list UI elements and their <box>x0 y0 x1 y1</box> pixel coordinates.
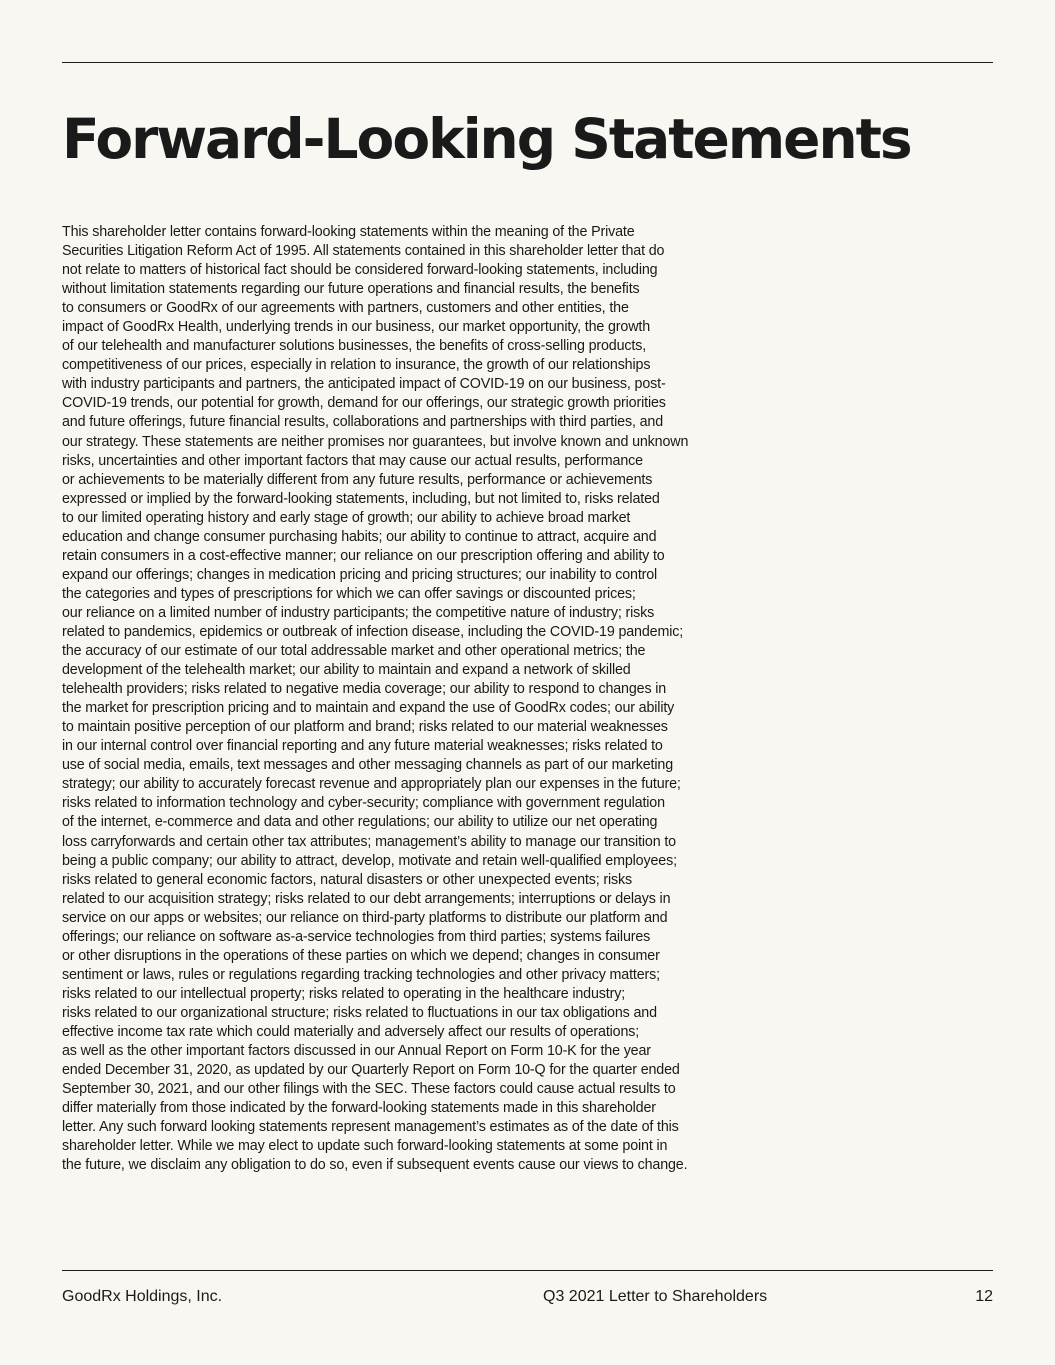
body-line: September 30, 2021, and our other filings with the SEC. These factors could cause actual results to <box>62 1081 676 1098</box>
body-line: risks related to general economic factors, natural disasters or other unexpected events; risks <box>62 871 632 888</box>
body-line: telehealth providers; risks related to negative media coverage; our ability to respond to changes in <box>62 681 667 698</box>
body-line: COVID-19 trends, our potential for growth, demand for our offerings, our strategic growth priorities <box>62 395 666 412</box>
body-line: and future offerings, future financial results, collaborations and partnerships with third parties, and <box>62 414 663 431</box>
body-line: effective income tax rate which could materially and adversely affect our results of operations; <box>62 1023 640 1040</box>
body-line: with industry participants and partners, the anticipated impact of COVID-19 on our business, post- <box>62 376 666 393</box>
body-line: of the internet, e-commerce and data and other regulations; our ability to utilize our net operating <box>62 814 658 831</box>
body-line: impact of GoodRx Health, underlying trends in our business, our market opportunity, the growth <box>62 319 651 336</box>
body-line: risks related to our organizational structure; risks related to fluctuations in our tax obligations and <box>62 1004 657 1021</box>
body-line: risks related to our intellectual property; risks related to operating in the healthcare industry; <box>62 985 626 1002</box>
body-line: loss carryforwards and certain other tax attributes; management’s ability to manage our transition to <box>62 833 676 850</box>
page-title: Forward-Looking Statements <box>62 107 911 171</box>
bottom-divider <box>62 1270 993 1271</box>
body-line: without limitation statements regarding our future operations and financial results, the benefits <box>62 281 640 298</box>
body-line: the market for prescription pricing and to maintain and expand the use of GoodRx codes; our ability <box>62 700 675 717</box>
footer-page-number: 12 <box>975 1288 993 1305</box>
top-divider <box>62 62 993 63</box>
body-line: ended December 31, 2020, as updated by our Quarterly Report on Form 10-Q for the quarter ended <box>62 1062 680 1079</box>
body-line: our strategy. These statements are neither promises nor guarantees, but involve known and unknown <box>62 433 689 450</box>
body-line: expressed or implied by the forward-looking statements, including, but not limited to, risks related <box>62 490 660 507</box>
body-line: Securities Litigation Reform Act of 1995. All statements contained in this shareholder letter that do <box>62 243 665 260</box>
body-line: not relate to matters of historical fact should be considered forward-looking statements, including <box>62 262 658 279</box>
body-line: to our limited operating history and early stage of growth; our ability to achieve broad market <box>62 509 631 526</box>
body-line: as well as the other important factors discussed in our Annual Report on Form 10-K for the year <box>62 1043 651 1060</box>
footer-company: GoodRx Holdings, Inc. <box>62 1288 223 1305</box>
body-line: letter. Any such forward looking statements represent management’s estimates as of the date of this <box>62 1119 679 1136</box>
body-line: retain consumers in a cost-effective manner; our reliance on our prescription offering and ability to <box>62 547 665 564</box>
body-line: development of the telehealth market; our ability to maintain and expand a network of skilled <box>62 662 631 679</box>
body-line: the categories and types of prescriptions for which we can offer savings or discounted prices; <box>62 585 636 602</box>
body-line: to maintain positive perception of our platform and brand; risks related to our material weaknesses <box>62 719 668 736</box>
body-line: to consumers or GoodRx of our agreements with partners, customers and other entities, the <box>62 300 629 317</box>
body-line: the accuracy of our estimate of our total addressable market and other operational metrics; the <box>62 643 646 660</box>
body-line: risks, uncertainties and other important factors that may cause our actual results, performance <box>62 452 643 469</box>
footer-report-title: Q3 2021 Letter to Shareholders <box>543 1288 768 1305</box>
body-line: shareholder letter. While we may elect to update such forward-looking statements at some point in <box>62 1138 668 1155</box>
body-line: differ materially from those indicated by the forward-looking statements made in this shareholder <box>62 1100 656 1117</box>
body-line: risks related to information technology and cyber-security; compliance with government regulation <box>62 795 665 812</box>
body-line: This shareholder letter contains forward-looking statements within the meaning of the Private <box>62 224 635 240</box>
body-line: expand our offerings; changes in medication pricing and pricing structures; our inability to control <box>62 566 658 583</box>
body-line: sentiment or laws, rules or regulations regarding tracking technologies and other privacy matters; <box>62 966 660 983</box>
body-line: being a public company; our ability to attract, develop, motivate and retain well-qualified employees; <box>62 852 677 869</box>
body-line: competitiveness of our prices, especially in relation to insurance, the growth of our relationships <box>62 357 651 374</box>
body-line: related to pandemics, epidemics or outbreak of infection disease, including the COVID-19 pandemic; <box>62 623 684 640</box>
body-line: or other disruptions in the operations of these parties on which we depend; changes in consumer <box>62 947 660 964</box>
body-line: our reliance on a limited number of industry participants; the competitive nature of industry; risks <box>62 604 655 621</box>
body-line: of our telehealth and manufacturer solutions businesses, the benefits of cross-selling products, <box>62 338 647 355</box>
body-line: in our internal control over financial reporting and any future material weaknesses; risks related to <box>62 738 663 755</box>
body-line: service on our apps or websites; our reliance on third-party platforms to distribute our platform and <box>62 909 668 926</box>
body-line: use of social media, emails, text messages and other messaging channels as part of our marketing <box>62 757 674 774</box>
body-line: education and change consumer purchasing habits; our ability to continue to attract, acquire and <box>62 528 657 545</box>
body-line: related to our acquisition strategy; risks related to our debt arrangements; interruptions or delays in <box>62 890 671 907</box>
body-line: strategy; our ability to accurately forecast revenue and appropriately plan our expenses in the future; <box>62 776 681 793</box>
body-line: offerings; our reliance on software as-a-service technologies from third parties; systems failures <box>62 928 651 945</box>
body-line: the future, we disclaim any obligation to do so, even if subsequent events cause our views to change. <box>62 1157 688 1174</box>
body-paragraph <box>62 223 762 1175</box>
body-line: or achievements to be materially different from any future results, performance or achievements <box>62 471 653 488</box>
